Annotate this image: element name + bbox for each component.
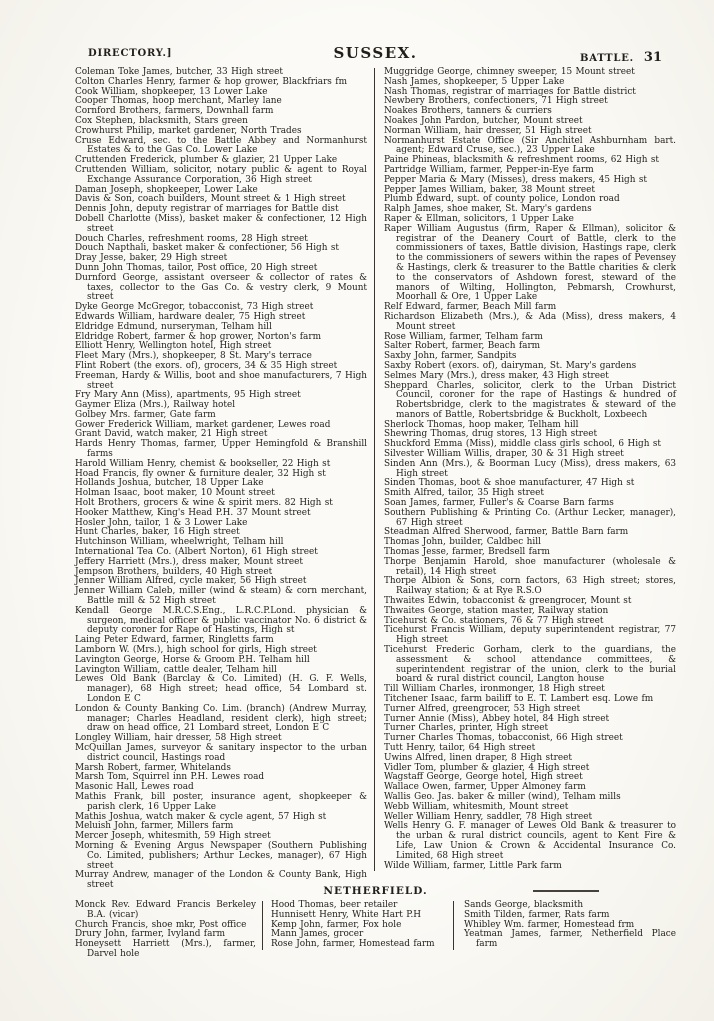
directory-entry: Honeysett Harriett (Mrs.), farmer, Darvel hole xyxy=(75,939,256,959)
header-county-title: SUSSEX. xyxy=(333,44,418,62)
directory-entry: Douch Charles, refreshment rooms, 28 High street xyxy=(75,233,308,244)
directory-entry: Till William Charles, ironmonger, 18 High street xyxy=(384,684,605,695)
directory-entry: Freeman, Hardy & Willis, boot and shoe manufacturers, 7 High street xyxy=(75,370,367,391)
directory-entry: Smith Tilden, farmer, Rats farm xyxy=(464,909,610,920)
directory-entry: Masonic Hall, Lewes road xyxy=(75,782,194,793)
directory-entry: Shewring Thomas, drug stores, 13 High street xyxy=(384,429,598,440)
directory-entry: Cruttenden Frederick, plumber & glazier, 21 Upper Lake xyxy=(75,155,338,166)
directory-entry: Wallace Owen, farmer, Upper Almoney farm xyxy=(384,782,586,793)
directory-entry: Dray Jesse, baker, 29 High street xyxy=(75,253,228,264)
directory-entry: Turner Charles, printer, High street xyxy=(384,723,549,734)
directory-entry: Thorpe Benjamin Harold, shoe manufacturer (wholesale & retail), 14 High street xyxy=(384,556,676,577)
directory-entry: Crowhurst Philip, market gardener, North Trades xyxy=(75,125,302,136)
directory-entry: Marsh Robert, farmer, Whitelands xyxy=(75,762,231,773)
directory-entry: Steadman Alfred Sherwood, farmer, Battle Barn farm xyxy=(384,527,629,538)
directory-entry: Partridge William, farmer, Pepper-in-Eye farm xyxy=(384,164,594,175)
directory-entry: Plumb Edward, supt. of county police, London road xyxy=(384,194,620,205)
directory-entry: Soan James, farmer, Fuller's & Coarse Barn farms xyxy=(384,498,614,509)
directory-entry: Eldridge Edmund, nurseryman, Telham hill xyxy=(75,321,272,332)
directory-entry: Holman Isaac, boot maker, 10 Mount street xyxy=(75,488,275,499)
directory-entry: Jenner William Caleb, miller (wind & steam) & corn merchant, Battle mill & 52 High street xyxy=(75,586,367,607)
directory-entry: Elliott Henry, Wellington hotel, High street xyxy=(75,341,272,352)
directory-entry: Relf Edward, farmer, Beach Mill farm xyxy=(384,302,557,313)
directory-entry: Thomas Jesse, farmer, Bredsell farm xyxy=(384,547,550,558)
directory-entry: Coleman Toke James, butcher, 33 High street xyxy=(75,67,283,77)
directory-entry: Wallis Geo. Jas. baker & miller (wind), Telham mills xyxy=(384,791,621,802)
directory-entry: Marsh Tom, Squirrel inn P.H. Lewes road xyxy=(75,772,265,783)
directory-entry: Longley William, hair dresser, 58 High street xyxy=(75,733,282,744)
directory-entry: Smith Alfred, tailor, 35 High street xyxy=(384,488,544,499)
directory-entry: Normanhurst Estate Office (Sir Anchitel Ashburnham bart. agent; Edward Cruse, sec.), 23 Upper Lake xyxy=(384,135,676,156)
directory-entry: Dunn John Thomas, tailor, Post office, 20 High street xyxy=(75,262,318,273)
directory-entry: Pepper James William, baker, 38 Mount street xyxy=(384,184,595,195)
directory-entry: Silvester William Willis, draper, 30 & 31 High street xyxy=(384,449,624,460)
directory-entry: Saxby Robert (exors. of), dairyman, St. Mary's gardens xyxy=(384,360,637,371)
directory-entry: Southern Publishing & Printing Co. (Arthur Lecker, manager), 67 High street xyxy=(384,507,676,528)
directory-entry: Newbery Brothers, confectioners, 71 High street xyxy=(384,96,608,107)
directory-entry: Hoad Francis, fly owner & furniture dealer, 32 High st xyxy=(75,468,326,479)
directory-entry: Webb William, whitesmith, Mount street xyxy=(384,801,569,812)
directory-entry: Wells Henry G. F. manager of Lewes Old Bank & treasurer to the urban & rural district councils, agent to Kent Fire & Life, Law Union & Crown & Accidental Insurance Co. Limited, 68 High street xyxy=(384,821,676,861)
directory-entry: Hood Thomas, beer retailer xyxy=(271,900,398,910)
directory-entry: Douch Napthali, basket maker & confectioner, 56 High st xyxy=(75,243,339,254)
directory-entry: Cruse Edward, sec. to the Battle Abbey and Normanhurst Estates & to the Gas Co. Lower Lake xyxy=(75,135,367,156)
directory-entry: Selmes Mary (Mrs.), dress maker, 43 High street xyxy=(384,370,609,381)
directory-entry: International Tea Co. (Albert Norton), 61 High street xyxy=(75,547,318,558)
directory-entry: Fry Mary Ann (Miss), apartments, 95 High street xyxy=(75,390,301,401)
directory-entry: Kendall George M.R.C.S.Eng., L.R.C.P.Lond. physician & surgeon, medical officer & public vaccinator No. 6 district & deputy coroner for Rape of Hastings, High st xyxy=(75,605,367,636)
netherfield-columns xyxy=(75,901,676,960)
directory-entry: Lavington George, Horse & Groom P.H. Telham hill xyxy=(75,654,310,665)
directory-entry: Paine Phineas, blacksmith & refreshment rooms, 62 High st xyxy=(384,155,659,166)
directory-entry: Weller William Henry, saddler, 78 High street xyxy=(384,811,593,822)
header-town-label: BATTLE. xyxy=(579,53,634,64)
directory-entry: Gaymer Eliza (Mrs.), Railway hotel xyxy=(75,400,236,411)
directory-entry: Golbey Mrs. farmer, Gate farm xyxy=(75,409,216,420)
directory-entry: Muggridge George, chimney sweeper, 15 Mount street xyxy=(384,67,635,77)
directory-entry: Lewes Old Bank (Barclay & Co. Limited) (H. G. F. Wells, manager), 68 High street; head office, 54 Lombard st. London E C xyxy=(75,674,367,704)
directory-entry: Dobell Charlotte (Miss), basket maker & confectioner, 12 High street xyxy=(75,213,367,234)
directory-entry: Lamborn W. (Mrs.), high school for girls, High street xyxy=(75,645,317,656)
directory-entry: Jeffery Harriett (Mrs.), dress maker, Mount street xyxy=(75,556,303,567)
directory-entry: Cooper Thomas, hoop merchant, Marley lane xyxy=(75,96,282,107)
directory-entry: Tutt Henry, tailor, 64 High street xyxy=(384,742,536,753)
directory-entry: Sherlock Thomas, hoop maker, Telham hill xyxy=(384,419,579,430)
directory-entry: Thwaites George, station master, Railway station xyxy=(384,605,609,616)
directory-entry: Nash Thomas, registrar of marriages for Battle district xyxy=(384,86,636,97)
directory-entry: Raper William Augustus (firm, Raper & Ellman), solicitor & registrar of the Deanery Court of Battle, clerk to the commissioners of taxes, Battle division, Hastings rape, clerk to the commissioners of sewers within the rapes of Pevensey & Hastings, clerk & treasurer to the Battle charities & clerk to the conservators of Ashdown forest, steward of the manors of Wilting, Hollington, Pebmarsh, Crowhurst, Moorhall & Ore, 1 Upper Lake xyxy=(384,223,676,303)
directory-entry: Norman William, hair dresser, 51 High street xyxy=(384,125,592,136)
directory-entry: Ticehurst Francis William, deputy superintendent registrar, 77 High street xyxy=(384,625,676,646)
directory-entry: Ralph James, shoe maker, St. Mary's gardens xyxy=(384,204,592,215)
directory-entry: Hunnisett Henry, White Hart P.H xyxy=(271,909,422,920)
directory-entry: Holt Brothers, grocers & wine & spirit mers. 82 High st xyxy=(75,498,333,509)
directory-entry: Fleet Mary (Mrs.), shopkeeper, 8 St. Mary's terrace xyxy=(75,351,312,362)
directory-entry: Sinden Ann (Mrs.), & Boorman Lucy (Miss), dress makers, 63 High street xyxy=(384,458,676,479)
directory-entry: Raper & Ellman, solicitors, 1 Upper Lake xyxy=(384,213,574,224)
directory-entry: Flint Robert (the exors. of), grocers, 34 & 35 High street xyxy=(75,360,338,371)
directory-entry: Edwards William, hardware dealer, 75 High street xyxy=(75,311,306,322)
directory-entry: Eldridge Robert, farmer & hop grower, Norton's farm xyxy=(75,331,322,342)
directory-entry: Thorpe Albion & Sons, corn factors, 63 High street; stores, Railway station; & at Rye R.S.O xyxy=(384,576,676,597)
directory-entry: Davis & Son, coach builders, Mount street & 1 High street xyxy=(75,194,346,205)
directory-entry: Cornford Brothers, farmers, Downhall farm xyxy=(75,106,274,117)
directory-entry: Drury John, farmer, Ivyland farm xyxy=(75,929,226,940)
directory-entry: Richardson Elizabeth (Mrs.), & Ada (Miss), dress makers, 4 Mount street xyxy=(384,311,676,332)
header-directory-label: DIRECTORY.] xyxy=(88,48,173,59)
directory-entry: Nash James, shopkeeper, 5 Upper Lake xyxy=(384,76,565,87)
directory-column-left xyxy=(75,68,374,891)
directory-entry: Dyke George McGregor, tobacconist, 73 High street xyxy=(75,302,314,313)
directory-entry: Titchener Isaac, farm bailiff to E. T. Lambert esq. Lowe fm xyxy=(384,694,654,704)
netherfield-column-3 xyxy=(453,901,676,950)
directory-entry: Hollands Joshua, butcher, 18 Upper Lake xyxy=(75,478,264,489)
directory-entry: Colton Charles Henry, farmer & hop grower, Blackfriars fm xyxy=(75,76,347,87)
directory-entry: Durnford George, assistant overseer & collector of rates & taxes, collector to the Gas Co. & vestry clerk, 9 Mount street xyxy=(75,272,367,303)
directory-entry: Mathis Frank, bill poster, insurance agent, shopkeeper & parish clerk, 16 Upper Lake xyxy=(75,791,367,812)
directory-entry: Lavington William, cattle dealer, Telham hill xyxy=(75,664,277,675)
directory-entry: Jenner William Alfred, cycle maker, 56 High street xyxy=(75,576,307,587)
directory-entry: Cook William, shopkeeper, 13 Lower Lake xyxy=(75,86,268,97)
directory-entry: Dennis John, deputy registrar of marriages for Battle dist xyxy=(75,204,339,215)
netherfield-column-1 xyxy=(75,901,262,960)
directory-entry: Whibley Wm. farmer, Homestead frm xyxy=(464,919,635,930)
directory-entry: Morning & Evening Argus Newspaper (Southern Publishing Co. Limited, publishers; Arthur Leckes, manager), 67 High street xyxy=(75,840,367,871)
directory-entry: Cox Stephen, blacksmith, Stars green xyxy=(75,115,248,126)
directory-entry: Thwaites Edwin, tobacconist & greengrocer, Mount st xyxy=(384,596,632,607)
directory-entry: Hunt Charles, baker, 16 High street xyxy=(75,527,240,538)
directory-entry: London & County Banking Co. Lim. (branch) (Andrew Murray, manager; Charles Headland, resident clerk), high street; draw on head office, 21 Lombard street, London E C xyxy=(75,703,367,734)
directory-entry: Kemp John, farmer, Fox hole xyxy=(271,919,402,930)
page-number: 31 xyxy=(643,50,662,65)
directory-entry: Ticehurst & Co. stationers, 76 & 77 High street xyxy=(384,615,604,626)
directory-entry: Sheppard Charles, solicitor, clerk to the Urban District Council, coroner for the rape of Hastings & hundred of Robertsbridge, clerk to the magistrates & steward of the manors of Battle, Robertsbridge & Buckholt, Loxbeech xyxy=(384,380,676,420)
directory-entry: Vidler Tom, plumber & glazier, 4 High street xyxy=(384,762,590,773)
directory-entry: Meluish John, farmer, Millers farm xyxy=(75,821,234,832)
directory-entry: Rose William, farmer, Telham farm xyxy=(384,331,543,342)
directory-entry: Salter Robert, farmer, Beach farm xyxy=(384,341,541,352)
directory-entry: Harold William Henry, chemist & bookseller, 22 High st xyxy=(75,458,331,469)
directory-entry: Sinden Thomas, boot & shoe manufacturer, 47 High st xyxy=(384,478,635,489)
directory-entry: Monck Rev. Edward Francis Berkeley B.A. (vicar) xyxy=(75,900,256,920)
directory-entry: Noakes Brothers, tanners & curriers xyxy=(384,106,552,117)
directory-entry: Sands George, blacksmith xyxy=(464,900,584,910)
directory-entry: Jempson Brothers, builders, 40 High street xyxy=(75,566,273,577)
directory-entry: Hards Henry Thomas, farmer, Upper Hemingfold & Branshill farms xyxy=(75,439,367,460)
directory-entry: Turner Charles Thomas, tobacconist, 66 High street xyxy=(384,733,623,744)
directory-entry: Mann James, grocer xyxy=(271,929,364,940)
directory-entry: Hutchinson William, wheelwright, Telham hill xyxy=(75,537,284,548)
directory-entry: McQuillan James, surveyor & sanitary inspector to the urban district council, Hastings road xyxy=(75,742,367,763)
directory-entry: Hooker Matthew, King's Head P.H. 37 Mount street xyxy=(75,507,311,518)
directory-entry: Noakes John Pardon, butcher, Mount street xyxy=(384,115,583,126)
running-header xyxy=(75,44,676,65)
netherfield-column-2 xyxy=(262,901,453,950)
netherfield-title: NETHERFIELD. xyxy=(323,885,428,897)
directory-entry: Hosler John, tailor, 1 & 3 Lower Lake xyxy=(75,517,248,528)
directory-entry: Laing Peter Edward, farmer, Ringletts farm xyxy=(75,635,274,646)
directory-entry: Rose John, farmer, Homestead farm xyxy=(271,939,435,950)
directory-entry: Grant David, watch maker, 21 High street xyxy=(75,429,268,440)
directory-entry: Thomas John, builder, Caldbec hill xyxy=(384,537,541,548)
directory-entry: Shuckford Emma (Miss), middle class girls school, 6 High st xyxy=(384,439,661,450)
directory-column-right xyxy=(374,68,676,871)
directory-entry: Wilde William, farmer, Little Park farm xyxy=(384,860,562,871)
directory-entry: Yeatman James, farmer, Netherfield Place farm xyxy=(464,929,676,950)
directory-entry: Wagstaff George, George hotel, High street xyxy=(384,772,583,783)
directory-columns xyxy=(75,68,676,891)
directory-entry: Gower Frederick William, market gardener, Lewes road xyxy=(75,419,331,430)
directory-entry: Daman Joseph, shopkeeper, Lower Lake xyxy=(75,184,258,195)
directory-entry: Mathis Joshua, watch maker & cycle agent, 57 High st xyxy=(75,811,327,822)
directory-entry: Ticehurst Frederic Gorham, clerk to the guardians, the assessment & school attendance committees, & superintendent registrar of the union, clerk to the burial board & rural district council, Langton house xyxy=(384,645,676,685)
header-right-group xyxy=(580,46,662,65)
directory-entry: Pepper Maria & Mary (Misses), dress makers, 45 High st xyxy=(384,174,647,185)
directory-entry: Murray Andrew, manager of the London & County Bank, High street xyxy=(75,870,367,891)
directory-entry: Turner Annie (Miss), Abbey hotel, 84 High street xyxy=(384,713,610,724)
directory-entry: Mercer Joseph, whitesmith, 59 High street xyxy=(75,831,271,842)
directory-entry: Church Francis, shoe mkr, Post office xyxy=(75,919,247,930)
directory-entry: Saxby John, farmer, Sandpits xyxy=(384,351,517,362)
netherfield-section xyxy=(75,885,676,960)
directory-entry: Uwins Alfred, linen draper, 8 High street xyxy=(384,752,572,763)
directory-entry: Cruttenden William, solicitor, notary public & agent to Royal Exchange Assurance Corporation, 36 High street xyxy=(75,164,367,185)
directory-entry: Turner Alfred, greengrocer, 53 High street xyxy=(384,703,581,714)
